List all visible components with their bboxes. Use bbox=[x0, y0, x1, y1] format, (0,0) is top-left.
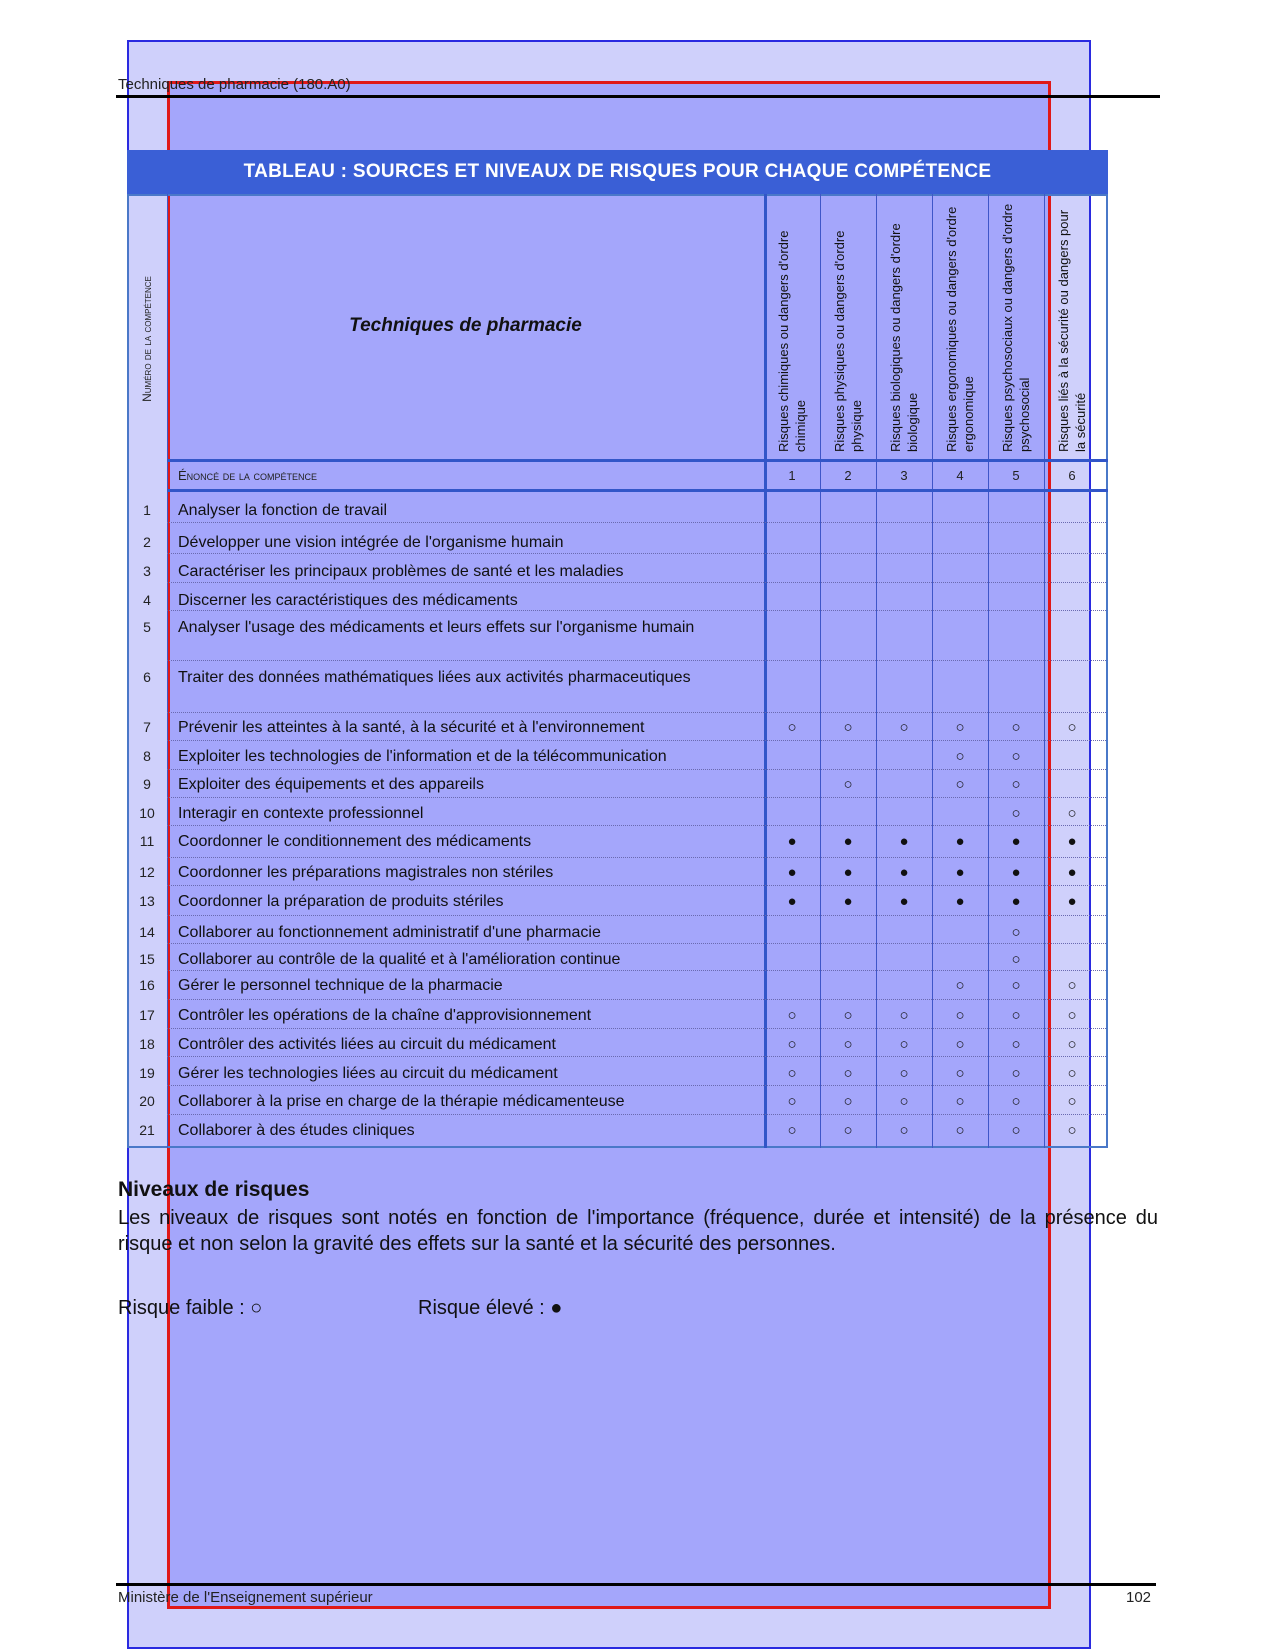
low-risk-mark: ○ bbox=[1067, 719, 1077, 736]
competence-statement: Exploiter les technologies de l'information et de la télécommunication bbox=[178, 748, 667, 765]
competence-number: 3 bbox=[143, 563, 151, 579]
competence-number: 4 bbox=[143, 592, 151, 608]
low-risk-mark: ○ bbox=[1067, 1122, 1077, 1139]
legend-low-risk: Risque faible : ○ bbox=[118, 1297, 263, 1319]
table-title: TABLEAU : SOURCES ET NIVEAUX DE RISQUES POUR CHAQUE COMPÉTENCE bbox=[127, 150, 1108, 194]
competence-statement: Collaborer à la prise en charge de la thérapie médicamenteuse bbox=[178, 1093, 625, 1110]
low-risk-mark: ○ bbox=[787, 1065, 797, 1082]
high-risk-mark: ● bbox=[787, 864, 797, 881]
high-risk-mark: ● bbox=[1011, 833, 1021, 850]
high-risk-mark: ● bbox=[955, 893, 965, 910]
header-divider bbox=[167, 459, 1108, 462]
low-risk-mark: ○ bbox=[1067, 805, 1077, 822]
low-risk-mark: ○ bbox=[955, 977, 965, 994]
low-risk-mark: ○ bbox=[843, 719, 853, 736]
low-risk-mark: ○ bbox=[955, 1036, 965, 1053]
low-risk-mark: ○ bbox=[787, 1093, 797, 1110]
high-risk-mark: ● bbox=[843, 864, 853, 881]
low-risk-mark: ○ bbox=[843, 1093, 853, 1110]
row-separator bbox=[167, 740, 1106, 741]
low-risk-mark: ○ bbox=[843, 1007, 853, 1024]
competence-statement: Contrôler les opérations de la chaîne d'approvisionnement bbox=[178, 1007, 592, 1024]
low-risk-mark: ○ bbox=[1011, 776, 1021, 793]
number-column-divider bbox=[167, 194, 168, 1148]
legend-high-risk: Risque élevé : ● bbox=[418, 1297, 563, 1319]
low-risk-mark: ○ bbox=[1011, 719, 1021, 736]
competence-statement: Traiter des données mathématiques liées aux activités pharmaceutiques bbox=[178, 669, 691, 686]
high-risk-mark: ● bbox=[787, 833, 797, 850]
competence-number: 18 bbox=[139, 1036, 155, 1052]
low-risk-mark: ○ bbox=[787, 1007, 797, 1024]
competence-statement: Coordonner le conditionnement des médicaments bbox=[178, 833, 532, 850]
row-separator bbox=[167, 1114, 1106, 1115]
competence-number: 10 bbox=[139, 805, 155, 821]
high-risk-mark: ● bbox=[899, 833, 909, 850]
competence-number: 14 bbox=[139, 924, 155, 940]
low-risk-mark: ○ bbox=[1011, 1065, 1021, 1082]
high-risk-mark: ● bbox=[1067, 864, 1077, 881]
high-risk-mark: ● bbox=[955, 864, 965, 881]
risk-header-1: Risques chimiques ou dangers d'ordre chimique bbox=[776, 230, 808, 452]
low-risk-mark: ○ bbox=[899, 1093, 909, 1110]
low-risk-mark: ○ bbox=[1011, 1007, 1021, 1024]
competence-statement: Collaborer au fonctionnement administratif d'une pharmacie bbox=[178, 924, 601, 941]
low-risk-mark: ○ bbox=[955, 1122, 965, 1139]
competence-statement: Coordonner les préparations magistrales non stériles bbox=[178, 864, 554, 881]
high-risk-mark: ● bbox=[1011, 864, 1021, 881]
row-separator bbox=[167, 660, 1106, 661]
low-risk-mark: ○ bbox=[1067, 1007, 1077, 1024]
risk-header-5: Risques psychosociaux ou dangers d'ordre psychosocial bbox=[1000, 203, 1032, 452]
competence-number: 12 bbox=[139, 864, 155, 880]
row-separator bbox=[167, 712, 1106, 713]
low-risk-mark: ○ bbox=[899, 1122, 909, 1139]
row-separator bbox=[167, 522, 1106, 523]
low-risk-mark: ○ bbox=[1011, 924, 1021, 941]
row-separator bbox=[167, 553, 1106, 554]
competence-statement: Caractériser les principaux problèmes de santé et les maladies bbox=[178, 563, 624, 580]
risk-header-2: Risques physiques ou dangers d'ordre physique bbox=[832, 230, 864, 452]
page-header: Techniques de pharmacie (180.A0) bbox=[118, 76, 351, 93]
row-separator bbox=[167, 582, 1106, 583]
risk-number-3: 3 bbox=[900, 468, 908, 483]
low-risk-mark: ○ bbox=[899, 1036, 909, 1053]
row-separator bbox=[167, 857, 1106, 858]
competence-statement: Analyser la fonction de travail bbox=[178, 502, 387, 519]
high-risk-mark: ● bbox=[1067, 893, 1077, 910]
competence-number: 1 bbox=[143, 502, 151, 518]
levels-heading: Niveaux de risques bbox=[118, 1178, 310, 1201]
risk-number-4: 4 bbox=[956, 468, 964, 483]
competence-number: 16 bbox=[139, 977, 155, 993]
page-footer: Ministère de l'Enseignement supérieur bbox=[118, 1589, 373, 1606]
competence-statement: Prévenir les atteintes à la santé, à la sécurité et à l'environnement bbox=[178, 719, 645, 736]
low-risk-mark: ○ bbox=[787, 1036, 797, 1053]
levels-paragraph: Les niveaux de risques sont notés en fonction de l'importance (fréquence, durée et intensité) de la présence du risque et non selon la gravité des effets sur la santé et la sécurité des personnes. bbox=[118, 1207, 1158, 1255]
competence-number: 9 bbox=[143, 776, 151, 792]
row-separator bbox=[167, 769, 1106, 770]
low-risk-mark: ○ bbox=[1011, 1122, 1021, 1139]
high-risk-mark: ● bbox=[955, 833, 965, 850]
competence-number: 11 bbox=[139, 833, 155, 849]
row-separator bbox=[167, 1028, 1106, 1029]
row-separator bbox=[167, 1056, 1106, 1057]
low-risk-mark: ○ bbox=[1067, 977, 1077, 994]
row-separator bbox=[167, 1085, 1106, 1086]
low-risk-mark: ○ bbox=[1067, 1093, 1077, 1110]
high-risk-mark: ● bbox=[843, 833, 853, 850]
high-risk-mark: ● bbox=[1067, 833, 1077, 850]
low-risk-mark: ○ bbox=[843, 1065, 853, 1082]
competence-number: 7 bbox=[143, 719, 151, 735]
competence-statement: Coordonner la préparation de produits stériles bbox=[178, 893, 504, 910]
low-risk-mark: ○ bbox=[1011, 1093, 1021, 1110]
risk-number-2: 2 bbox=[844, 468, 852, 483]
competence-number: 2 bbox=[143, 534, 151, 550]
competence-number: 21 bbox=[139, 1122, 155, 1138]
risk-header-3: Risques biologiques ou dangers d'ordre biologique bbox=[888, 223, 920, 452]
row-separator bbox=[167, 797, 1106, 798]
low-risk-mark: ○ bbox=[955, 776, 965, 793]
competence-number: 15 bbox=[139, 951, 155, 967]
row-separator bbox=[167, 825, 1106, 826]
low-risk-mark: ○ bbox=[787, 719, 797, 736]
low-risk-mark: ○ bbox=[1011, 748, 1021, 765]
competence-number: 8 bbox=[143, 748, 151, 764]
low-risk-mark: ○ bbox=[1011, 805, 1021, 822]
low-risk-mark: ○ bbox=[955, 1093, 965, 1110]
competence-number: 17 bbox=[139, 1007, 155, 1023]
competence-number: 19 bbox=[139, 1065, 155, 1081]
low-risk-mark: ○ bbox=[955, 1065, 965, 1082]
competence-statement: Gérer les technologies liées au circuit du médicament bbox=[178, 1065, 558, 1082]
program-title: Techniques de pharmacie bbox=[349, 315, 582, 336]
low-risk-mark: ○ bbox=[843, 776, 853, 793]
high-risk-mark: ● bbox=[899, 864, 909, 881]
row-separator bbox=[167, 943, 1106, 944]
risk-number-6: 6 bbox=[1068, 468, 1076, 483]
low-risk-mark: ○ bbox=[1067, 1065, 1077, 1082]
low-risk-mark: ○ bbox=[843, 1122, 853, 1139]
competence-number-header: Numéro de la compétence bbox=[140, 276, 154, 402]
competence-statement: Analyser l'usage des médicaments et leurs effets sur l'organisme humain bbox=[178, 619, 695, 636]
competence-statement: Gérer le personnel technique de la pharmacie bbox=[178, 977, 503, 994]
page-number: 102 bbox=[1126, 1589, 1152, 1606]
low-risk-mark: ○ bbox=[899, 1007, 909, 1024]
footer-rule bbox=[116, 1583, 1156, 1586]
row-separator bbox=[167, 970, 1106, 971]
competence-statement: Discerner les caractéristiques des médicaments bbox=[178, 592, 518, 609]
low-risk-mark: ○ bbox=[843, 1036, 853, 1053]
low-risk-mark: ○ bbox=[787, 1122, 797, 1139]
row-separator bbox=[167, 915, 1106, 916]
risk-number-1: 1 bbox=[788, 468, 796, 483]
risk-number-5: 5 bbox=[1012, 468, 1020, 483]
competence-number: 5 bbox=[143, 619, 151, 635]
competence-statement: Interagir en contexte professionnel bbox=[178, 805, 424, 822]
competence-number: 13 bbox=[139, 893, 155, 909]
low-risk-mark: ○ bbox=[955, 1007, 965, 1024]
high-risk-mark: ● bbox=[899, 893, 909, 910]
risk-header-6: Risques liés à la sécurité ou dangers pour la sécurité bbox=[1056, 209, 1088, 452]
competence-statement: Développer une vision intégrée de l'organisme humain bbox=[178, 534, 564, 551]
header-rule bbox=[116, 95, 1160, 98]
low-risk-mark: ○ bbox=[1011, 951, 1021, 968]
competence-statement: Contrôler des activités liées au circuit du médicament bbox=[178, 1036, 556, 1053]
header-bottom-divider bbox=[167, 489, 1108, 492]
low-risk-mark: ○ bbox=[1067, 1036, 1077, 1053]
low-risk-mark: ○ bbox=[955, 748, 965, 765]
low-risk-mark: ○ bbox=[899, 1065, 909, 1082]
risk-header-4: Risques ergonomiques ou dangers d'ordre ergonomique bbox=[944, 206, 976, 452]
row-separator bbox=[167, 999, 1106, 1000]
competence-statement: Collaborer à des études cliniques bbox=[178, 1122, 415, 1139]
low-risk-mark: ○ bbox=[1011, 1036, 1021, 1053]
enonce-header: Énoncé de la compétence bbox=[178, 468, 318, 483]
competence-number: 20 bbox=[139, 1093, 155, 1109]
low-risk-mark: ○ bbox=[1011, 977, 1021, 994]
low-risk-mark: ○ bbox=[955, 719, 965, 736]
high-risk-mark: ● bbox=[787, 893, 797, 910]
competence-statement: Collaborer au contrôle de la qualité et à l'amélioration continue bbox=[178, 951, 621, 968]
competence-statement: Exploiter des équipements et des appareils bbox=[178, 776, 484, 793]
high-risk-mark: ● bbox=[1011, 893, 1021, 910]
low-risk-mark: ○ bbox=[899, 719, 909, 736]
row-separator bbox=[167, 885, 1106, 886]
competence-number: 6 bbox=[143, 669, 151, 685]
high-risk-mark: ● bbox=[843, 893, 853, 910]
